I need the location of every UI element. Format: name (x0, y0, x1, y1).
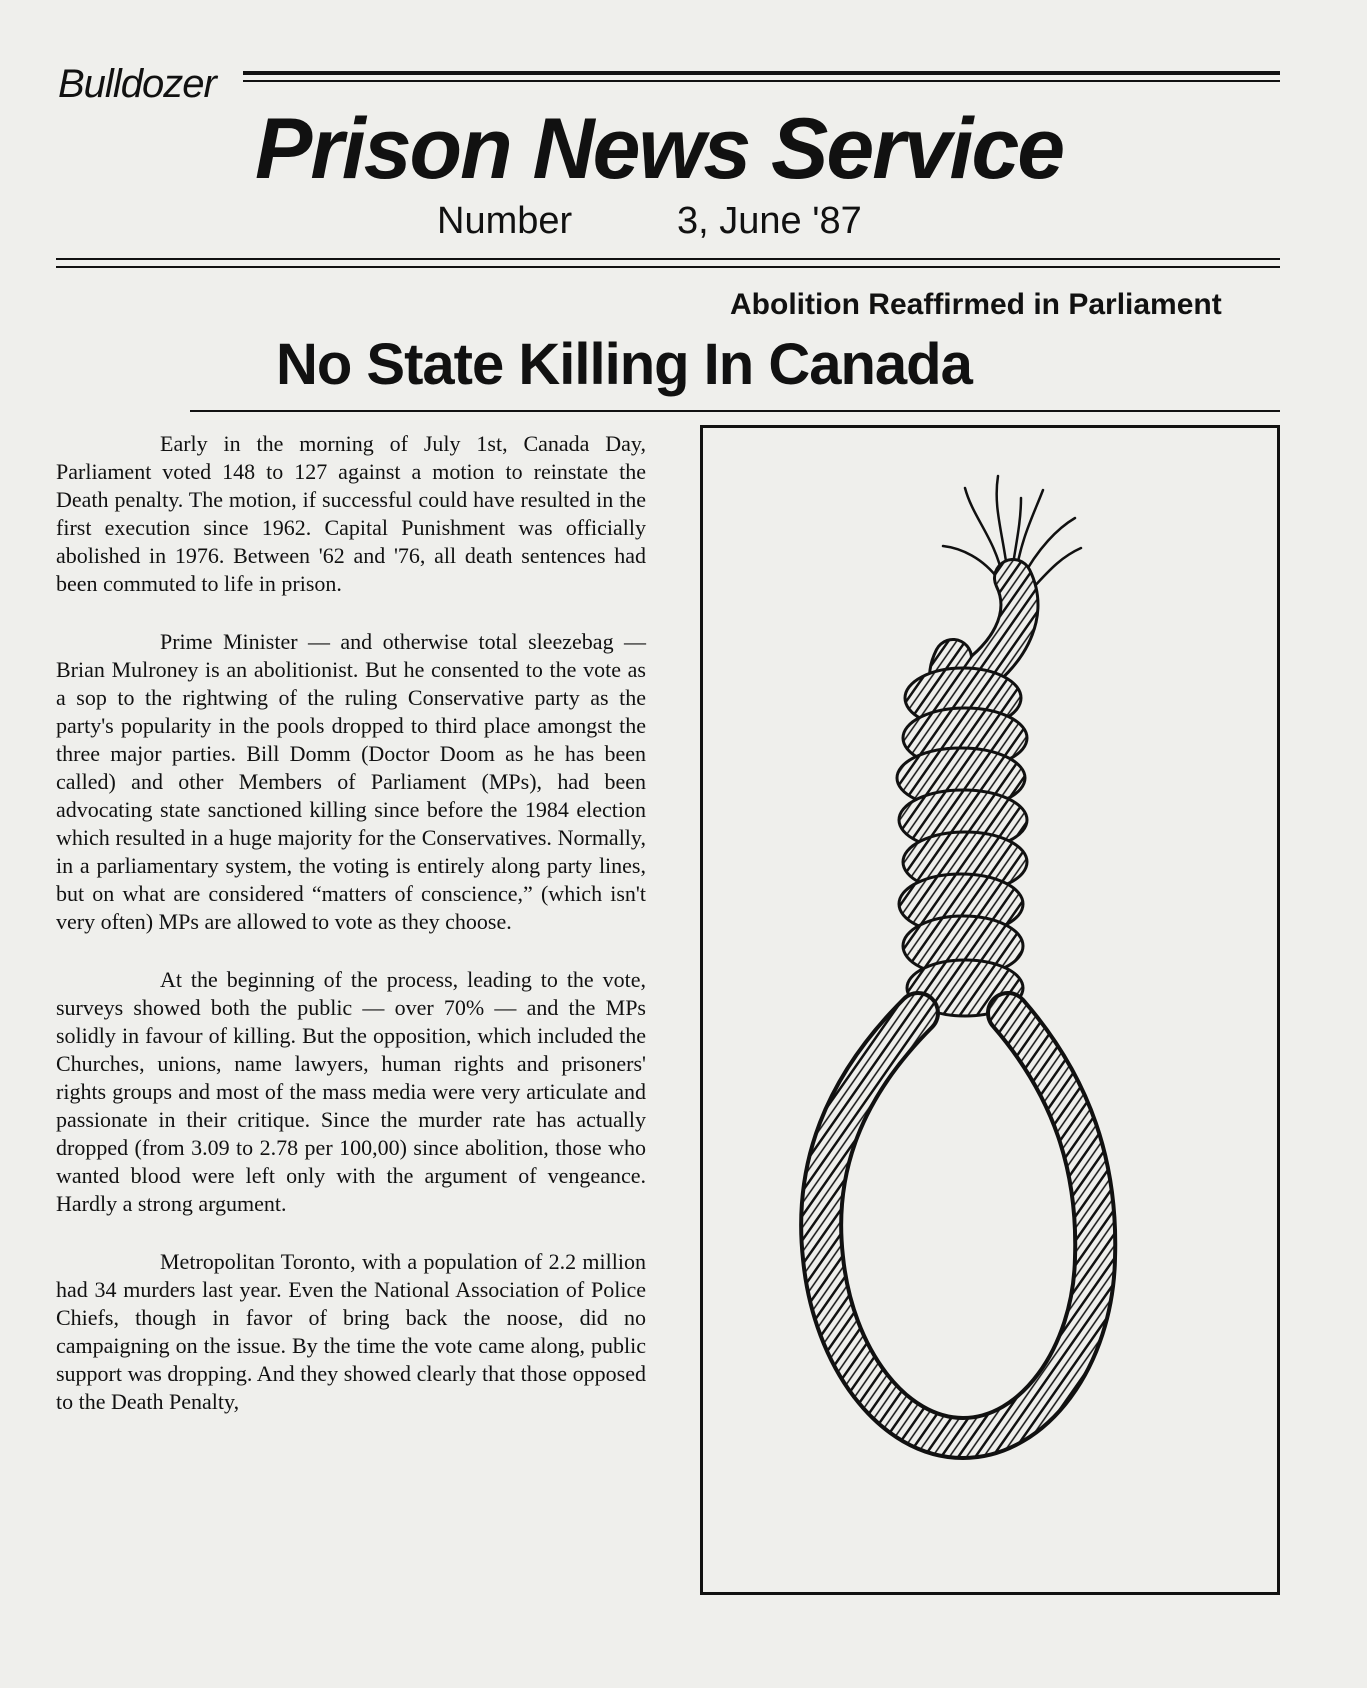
noose-illustration-frame (700, 425, 1280, 1595)
masthead-rule-top-1 (243, 71, 1280, 75)
noose-knot-coils (897, 668, 1027, 1016)
kicker-bulldozer: Bulldozer (58, 62, 216, 106)
article-subhead: Abolition Reaffirmed in Parliament (730, 288, 1222, 321)
article-paragraph-2: Prime Minister — and otherwise total sleezebag — Brian Mulroney is an abolitionist. But he consented to the vote as a sop to the rightwing of the ruling Conservative party as the party's popularity in the pools dropped to third place amongst the three major parties. Bill Domm (Doctor Doom as he has been called) and other Members of Parliament (MPs), had been advocating state sanctioned killing since before the 1984 election which resulted in a huge majority for the Conservatives. Normally, in a parliamentary system, the voting is entirely along party lines, but on what are considered “matters of conscience,” (which isn't very often) MPs are allowed to vote as they choose. (56, 629, 646, 934)
article-headline: No State Killing In Canada (276, 332, 972, 397)
masthead-rule-top-2 (243, 80, 1280, 82)
noose-icon (703, 428, 1277, 1592)
article-paragraph-4: Metropolitan Toronto, with a population of 2.2 million had 34 murders last year. Even the National Association of Police Chiefs, though in favor of bring back the noose, did no campaigning on the issue. By the time the vote came along, public support was dropping. And they showed clearly that those opposed to the Death Penalty, (56, 1249, 646, 1414)
issue-label: Number (437, 200, 573, 242)
article-paragraph-1: Early in the morning of July 1st, Canada Day, Parliament voted 148 to 127 against a motion to reinstate the Death penalty. The motion, if successful could have resulted in the first execution since 1962. Capital Punishment was officially abolished in 1976. Between '62 and '76, all death sentences had been commuted to life in prison. (56, 431, 646, 596)
article-body (56, 430, 646, 1446)
headline-underline (190, 410, 1280, 412)
article-paragraph-3: At the beginning of the process, leading to the vote, surveys showed both the public — over 70% — and the MPs solidly in favour of killing. But the opposition, which included the Churches, unions, name lawyers, human rights and prisoners' rights groups and most of the mass media were very articulate and passionate in their critique. Since the murder rate has actually dropped (from 3.09 to 2.78 per 100,00) since abolition, those who wanted blood were left only with the argument of vengeance. Hardly a strong argument. (56, 967, 646, 1216)
issue-date: 3, June '87 (677, 200, 862, 242)
publication-title: Prison News Service (255, 101, 1064, 197)
masthead-rule-bottom-1 (56, 258, 1280, 260)
masthead-rule-bottom-2 (56, 266, 1280, 268)
